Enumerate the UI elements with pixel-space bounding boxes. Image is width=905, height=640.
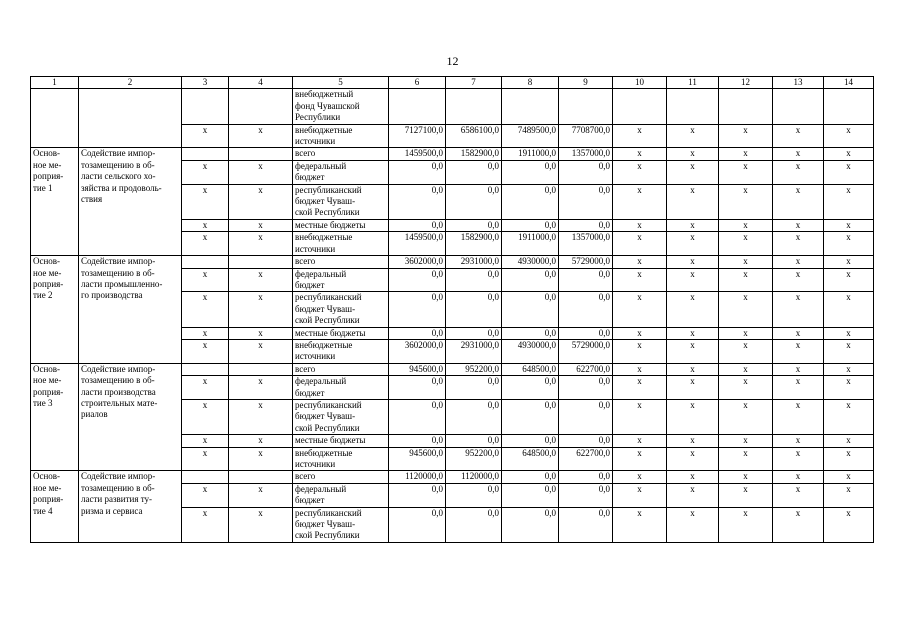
cell-x10: х — [613, 435, 667, 447]
measure-name: Основ- ное ме- роприя- тие 2 — [31, 256, 79, 364]
cell-col4 — [229, 89, 293, 124]
cell-x10: х — [613, 148, 667, 160]
continuation-col1 — [31, 89, 79, 148]
cell-x10: х — [613, 507, 667, 542]
amount-v8: 0,0 — [502, 160, 559, 184]
cell-x13: х — [773, 507, 824, 542]
funding-source: внебюджетные источники — [293, 124, 389, 148]
amount-v8: 1911000,0 — [502, 148, 559, 160]
cell-x11: х — [667, 435, 719, 447]
cell-x11: х — [667, 339, 719, 363]
amount-v7: 0,0 — [446, 327, 502, 339]
cell-x11: х — [667, 124, 719, 148]
cell-x11: х — [667, 256, 719, 268]
continuation-col2 — [79, 89, 182, 148]
funding-source: республиканский бюджет Чуваш- ской Республики — [293, 292, 389, 327]
amount-v9: 0,0 — [559, 219, 613, 231]
funding-source: местные бюджеты — [293, 219, 389, 231]
amount-v7: 952200,0 — [446, 363, 502, 375]
cell-x14: х — [824, 471, 874, 483]
cell-x11: х — [667, 471, 719, 483]
amount-v7: 0,0 — [446, 483, 502, 507]
cell-x12: х — [719, 471, 773, 483]
amount-v9: 0,0 — [559, 399, 613, 434]
cell-x14: х — [824, 160, 874, 184]
cell-col4: х — [229, 232, 293, 256]
cell-x10: х — [613, 219, 667, 231]
cell-x14: х — [824, 507, 874, 542]
cell-x12 — [719, 89, 773, 124]
cell-col4: х — [229, 399, 293, 434]
cell-x11: х — [667, 184, 719, 219]
table-body — [31, 89, 874, 542]
cell-x12: х — [719, 268, 773, 292]
cell-x13: х — [773, 363, 824, 375]
cell-x10: х — [613, 376, 667, 400]
cell-x13: х — [773, 292, 824, 327]
cell-col4: х — [229, 339, 293, 363]
amount-v8: 0,0 — [502, 483, 559, 507]
cell-x11: х — [667, 232, 719, 256]
amount-v8: 0,0 — [502, 471, 559, 483]
cell-col3: х — [182, 292, 229, 327]
table-row — [31, 256, 874, 268]
cell-x14: х — [824, 435, 874, 447]
amount-v7: 0,0 — [446, 292, 502, 327]
cell-x12: х — [719, 232, 773, 256]
cell-x14: х — [824, 219, 874, 231]
cell-x13 — [773, 89, 824, 124]
amount-v9: 0,0 — [559, 507, 613, 542]
cell-col3: х — [182, 184, 229, 219]
funding-source: всего — [293, 363, 389, 375]
cell-col4: х — [229, 292, 293, 327]
cell-x12: х — [719, 256, 773, 268]
cell-col3: х — [182, 483, 229, 507]
amount-v6: 0,0 — [389, 483, 446, 507]
cell-col3: х — [182, 327, 229, 339]
cell-x10: х — [613, 232, 667, 256]
amount-v7: 1582900,0 — [446, 232, 502, 256]
cell-col4: х — [229, 268, 293, 292]
amount-v9 — [559, 89, 613, 124]
funding-source: внебюджетные источники — [293, 232, 389, 256]
amount-v6: 0,0 — [389, 160, 446, 184]
cell-x12: х — [719, 447, 773, 471]
funding-source: республиканский бюджет Чуваш- ской Республики — [293, 399, 389, 434]
funding-source: федеральный бюджет — [293, 376, 389, 400]
cell-x14: х — [824, 447, 874, 471]
page-number: 12 — [446, 54, 459, 68]
amount-v8: 7489500,0 — [502, 124, 559, 148]
cell-x11: х — [667, 363, 719, 375]
amount-v6 — [389, 89, 446, 124]
amount-v6: 0,0 — [389, 292, 446, 327]
cell-x11 — [667, 89, 719, 124]
cell-x14: х — [824, 268, 874, 292]
cell-x13: х — [773, 339, 824, 363]
cell-col3 — [182, 256, 229, 268]
cell-col4: х — [229, 327, 293, 339]
column-header-11: 11 — [667, 77, 719, 89]
cell-col4: х — [229, 507, 293, 542]
cell-x14 — [824, 89, 874, 124]
cell-x13: х — [773, 399, 824, 434]
cell-col3: х — [182, 447, 229, 471]
amount-v8: 648500,0 — [502, 363, 559, 375]
cell-x12: х — [719, 148, 773, 160]
cell-x11: х — [667, 376, 719, 400]
amount-v6: 1459500,0 — [389, 148, 446, 160]
amount-v7: 1582900,0 — [446, 148, 502, 160]
amount-v6: 0,0 — [389, 327, 446, 339]
cell-x11: х — [667, 268, 719, 292]
cell-x10: х — [613, 363, 667, 375]
cell-col4: х — [229, 376, 293, 400]
measure-name: Основ- ное ме- роприя- тие 4 — [31, 471, 79, 542]
cell-col3: х — [182, 339, 229, 363]
cell-col4 — [229, 148, 293, 160]
funding-source: федеральный бюджет — [293, 483, 389, 507]
cell-x14: х — [824, 339, 874, 363]
funding-source: республиканский бюджет Чуваш- ской Республики — [293, 184, 389, 219]
amount-v6: 0,0 — [389, 399, 446, 434]
table-row — [31, 89, 874, 124]
cell-x12: х — [719, 399, 773, 434]
funding-source: федеральный бюджет — [293, 160, 389, 184]
cell-x12: х — [719, 376, 773, 400]
funding-source: местные бюджеты — [293, 435, 389, 447]
cell-col3: х — [182, 399, 229, 434]
amount-v6: 0,0 — [389, 184, 446, 219]
cell-x12: х — [719, 507, 773, 542]
cell-x14: х — [824, 232, 874, 256]
amount-v9: 1357000,0 — [559, 232, 613, 256]
cell-x14: х — [824, 184, 874, 219]
funding-source: внебюджетный фонд Чувашской Республики — [293, 89, 389, 124]
amount-v9: 7708700,0 — [559, 124, 613, 148]
cell-x13: х — [773, 435, 824, 447]
cell-col4 — [229, 471, 293, 483]
cell-col4: х — [229, 160, 293, 184]
amount-v8: 0,0 — [502, 219, 559, 231]
cell-x13: х — [773, 256, 824, 268]
amount-v6: 3602000,0 — [389, 339, 446, 363]
cell-x13: х — [773, 184, 824, 219]
amount-v6: 0,0 — [389, 435, 446, 447]
amount-v8: 4930000,0 — [502, 339, 559, 363]
amount-v6: 1120000,0 — [389, 471, 446, 483]
amount-v7: 0,0 — [446, 219, 502, 231]
cell-x13: х — [773, 376, 824, 400]
amount-v7: 0,0 — [446, 507, 502, 542]
cell-col3: х — [182, 507, 229, 542]
amount-v7: 0,0 — [446, 435, 502, 447]
column-header-2: 2 — [79, 77, 182, 89]
measure-description: Содействие импор- тозамещению в об- ласти сельского хо- зяйства и продоволь- ствия — [79, 148, 182, 256]
amount-v9: 622700,0 — [559, 363, 613, 375]
cell-x10: х — [613, 292, 667, 327]
cell-x14: х — [824, 483, 874, 507]
amount-v9: 0,0 — [559, 327, 613, 339]
amount-v8: 0,0 — [502, 327, 559, 339]
amount-v6: 0,0 — [389, 376, 446, 400]
cell-x12: х — [719, 124, 773, 148]
cell-col3 — [182, 471, 229, 483]
table-row — [31, 363, 874, 375]
column-header-12: 12 — [719, 77, 773, 89]
amount-v9: 622700,0 — [559, 447, 613, 471]
cell-x13: х — [773, 219, 824, 231]
cell-x12: х — [719, 483, 773, 507]
amount-v8: 0,0 — [502, 507, 559, 542]
cell-x14: х — [824, 124, 874, 148]
amount-v7: 0,0 — [446, 399, 502, 434]
cell-x10: х — [613, 471, 667, 483]
cell-x10: х — [613, 160, 667, 184]
funding-source: федеральный бюджет — [293, 268, 389, 292]
amount-v7: 0,0 — [446, 160, 502, 184]
funding-source: местные бюджеты — [293, 327, 389, 339]
cell-x10 — [613, 89, 667, 124]
amount-v8: 0,0 — [502, 376, 559, 400]
funding-table — [30, 76, 874, 543]
amount-v7: 0,0 — [446, 184, 502, 219]
amount-v6: 1459500,0 — [389, 232, 446, 256]
cell-x12: х — [719, 327, 773, 339]
cell-col3 — [182, 89, 229, 124]
cell-col3: х — [182, 376, 229, 400]
amount-v8: 0,0 — [502, 292, 559, 327]
column-header-6: 6 — [389, 77, 446, 89]
funding-source: всего — [293, 471, 389, 483]
funding-source: всего — [293, 148, 389, 160]
amount-v8: 0,0 — [502, 435, 559, 447]
amount-v7: 2931000,0 — [446, 339, 502, 363]
amount-v7: 0,0 — [446, 268, 502, 292]
column-header-8: 8 — [502, 77, 559, 89]
cell-x10: х — [613, 339, 667, 363]
cell-x10: х — [613, 399, 667, 434]
amount-v9: 0,0 — [559, 483, 613, 507]
amount-v8: 0,0 — [502, 184, 559, 219]
measure-description: Содействие импор- тозамещению в об- ласти промышленно- го производства — [79, 256, 182, 364]
column-header-5: 5 — [293, 77, 389, 89]
amount-v8: 648500,0 — [502, 447, 559, 471]
amount-v9: 0,0 — [559, 292, 613, 327]
amount-v8: 4930000,0 — [502, 256, 559, 268]
amount-v9: 0,0 — [559, 435, 613, 447]
column-header-4: 4 — [229, 77, 293, 89]
cell-col3: х — [182, 219, 229, 231]
column-header-10: 10 — [613, 77, 667, 89]
amount-v7: 1120000,0 — [446, 471, 502, 483]
amount-v6: 7127100,0 — [389, 124, 446, 148]
cell-col3: х — [182, 435, 229, 447]
cell-col4: х — [229, 184, 293, 219]
amount-v7 — [446, 89, 502, 124]
amount-v9: 0,0 — [559, 376, 613, 400]
cell-x12: х — [719, 292, 773, 327]
cell-x13: х — [773, 160, 824, 184]
cell-x14: х — [824, 292, 874, 327]
cell-x14: х — [824, 363, 874, 375]
column-header-7: 7 — [446, 77, 502, 89]
cell-col4: х — [229, 483, 293, 507]
amount-v8: 0,0 — [502, 399, 559, 434]
cell-col4: х — [229, 124, 293, 148]
column-header-14: 14 — [824, 77, 874, 89]
cell-x13: х — [773, 148, 824, 160]
cell-col3: х — [182, 124, 229, 148]
cell-x13: х — [773, 327, 824, 339]
cell-col4 — [229, 256, 293, 268]
column-header-1: 1 — [31, 77, 79, 89]
cell-col4: х — [229, 219, 293, 231]
cell-x10: х — [613, 483, 667, 507]
cell-x12: х — [719, 363, 773, 375]
cell-x14: х — [824, 327, 874, 339]
cell-x14: х — [824, 376, 874, 400]
cell-col3: х — [182, 160, 229, 184]
amount-v9: 0,0 — [559, 471, 613, 483]
amount-v6: 945600,0 — [389, 363, 446, 375]
cell-x13: х — [773, 447, 824, 471]
cell-x11: х — [667, 160, 719, 184]
funding-source: всего — [293, 256, 389, 268]
amount-v9: 0,0 — [559, 268, 613, 292]
amount-v7: 2931000,0 — [446, 256, 502, 268]
measure-description: Содействие импор- тозамещению в об- ласти развития ту- ризма и сервиса — [79, 471, 182, 542]
cell-x10: х — [613, 327, 667, 339]
column-header-3: 3 — [182, 77, 229, 89]
cell-col4: х — [229, 447, 293, 471]
cell-x12: х — [719, 160, 773, 184]
cell-x10: х — [613, 124, 667, 148]
cell-x11: х — [667, 399, 719, 434]
amount-v9: 5729000,0 — [559, 339, 613, 363]
cell-x12: х — [719, 339, 773, 363]
amount-v9: 5729000,0 — [559, 256, 613, 268]
amount-v8 — [502, 89, 559, 124]
amount-v8: 1911000,0 — [502, 232, 559, 256]
amount-v7: 6586100,0 — [446, 124, 502, 148]
cell-x13: х — [773, 483, 824, 507]
funding-source: внебюджетные источники — [293, 339, 389, 363]
cell-x11: х — [667, 148, 719, 160]
cell-x14: х — [824, 256, 874, 268]
amount-v6: 0,0 — [389, 507, 446, 542]
cell-x10: х — [613, 268, 667, 292]
column-header-9: 9 — [559, 77, 613, 89]
cell-col4: х — [229, 435, 293, 447]
header-row — [31, 77, 874, 89]
column-header-13: 13 — [773, 77, 824, 89]
amount-v6: 0,0 — [389, 219, 446, 231]
cell-col3 — [182, 363, 229, 375]
cell-x11: х — [667, 483, 719, 507]
amount-v9: 0,0 — [559, 184, 613, 219]
cell-x13: х — [773, 124, 824, 148]
amount-v9: 1357000,0 — [559, 148, 613, 160]
amount-v7: 0,0 — [446, 376, 502, 400]
cell-col4 — [229, 363, 293, 375]
cell-x11: х — [667, 219, 719, 231]
cell-x10: х — [613, 447, 667, 471]
amount-v8: 0,0 — [502, 268, 559, 292]
cell-x10: х — [613, 184, 667, 219]
cell-x14: х — [824, 148, 874, 160]
cell-x13: х — [773, 471, 824, 483]
measure-name: Основ- ное ме- роприя- тие 3 — [31, 363, 79, 471]
cell-x11: х — [667, 327, 719, 339]
amount-v6: 0,0 — [389, 268, 446, 292]
cell-x12: х — [719, 435, 773, 447]
amount-v6: 945600,0 — [389, 447, 446, 471]
funding-source: внебюджетные источники — [293, 447, 389, 471]
cell-x10: х — [613, 256, 667, 268]
cell-x12: х — [719, 219, 773, 231]
table-row — [31, 148, 874, 160]
amount-v7: 952200,0 — [446, 447, 502, 471]
measure-description: Содействие импор- тозамещению в об- ласти производства строительных мате- риалов — [79, 363, 182, 471]
cell-x11: х — [667, 292, 719, 327]
funding-source: республиканский бюджет Чуваш- ской Республики — [293, 507, 389, 542]
cell-x14: х — [824, 399, 874, 434]
cell-x11: х — [667, 507, 719, 542]
cell-x13: х — [773, 268, 824, 292]
amount-v9: 0,0 — [559, 160, 613, 184]
cell-col3: х — [182, 268, 229, 292]
measure-name: Основ- ное ме- роприя- тие 1 — [31, 148, 79, 256]
cell-x12: х — [719, 184, 773, 219]
amount-v6: 3602000,0 — [389, 256, 446, 268]
cell-col3: х — [182, 232, 229, 256]
table-row — [31, 471, 874, 483]
cell-x11: х — [667, 447, 719, 471]
cell-x13: х — [773, 232, 824, 256]
cell-col3 — [182, 148, 229, 160]
